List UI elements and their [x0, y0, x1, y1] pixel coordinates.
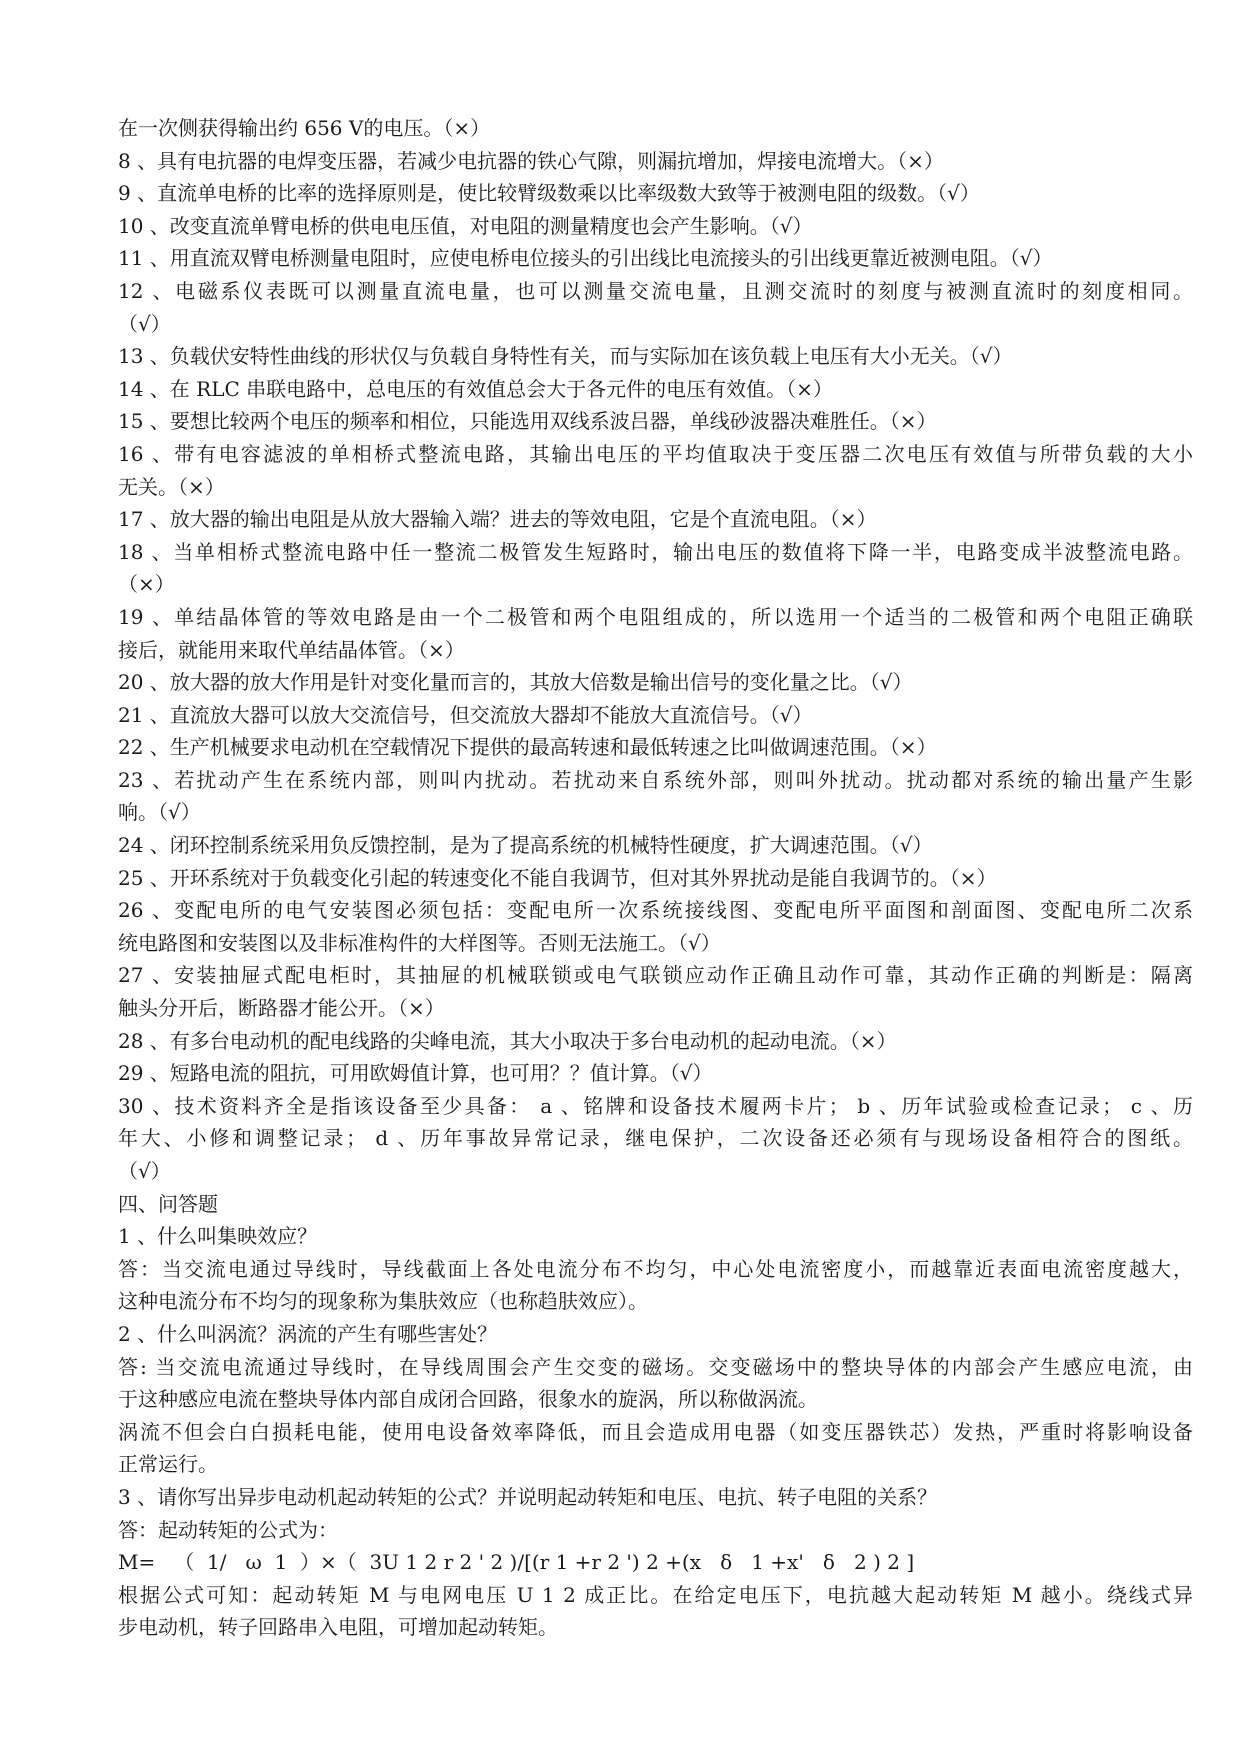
- text-line: 29 、短路电流的阻抗，可用欧姆值计算，也可用？？值计算。（√）: [118, 1061, 713, 1086]
- question-line: 1 、什么叫集映效应？: [118, 1224, 318, 1249]
- answer-line: 涡流不但会白白损耗电能，使用电设备效率降低，而且会造成用电器（如变压器铁芯）发热，严重时将影响设备: [118, 1419, 1193, 1444]
- answer-line: 正常运行。: [118, 1452, 218, 1477]
- text-line: 27 、安装抽屉式配电柜时，其抽屉的机械联锁或电气联锁应动作正确且动作可靠，其动作正确的判断是：隔离: [118, 963, 1193, 988]
- text-line: 9 、直流单电桥的比率的选择原则是，使比较臂级数乘以比率级数大致等于被测电阻的级数。（√）: [118, 181, 980, 206]
- answer-line: 这种电流分布不均匀的现象称为集肤效应（也称趋肤效应）。: [118, 1289, 648, 1314]
- text-line: 26 、变配电所的电气安装图必须包括：变配电所一次系统接线图、变配电所平面图和剖面图、变配电所二次系: [118, 898, 1193, 923]
- text-line: （×）: [118, 572, 175, 597]
- text-line: 触头分开后，断路器才能公开。（×）: [118, 996, 445, 1021]
- section-heading: 四、问答题: [118, 1191, 218, 1216]
- text-line: 10 、改变直流单臂电桥的供电电压值，对电阻的测量精度也会产生影响。（√）: [118, 213, 813, 238]
- question-line: 2 、什么叫涡流？涡流的产生有哪些害处？: [118, 1321, 498, 1346]
- text-line: 30 、技术资料齐全是指该设备至少具备： a 、铭牌和设备技术履两卡片； b 、历年试验或检查记录； c 、历: [118, 1093, 1193, 1118]
- question-line: 3 、请你写出异步电动机起动转矩的公式？并说明起动转矩和电压、电抗、转子电阻的关系？: [118, 1484, 938, 1509]
- answer-line: 答：当交流电通过导线时，导线截面上各处电流分布不均匀，中心处电流密度小，而越靠近表面电流密度越大，: [118, 1256, 1193, 1281]
- answer-line: 于这种感应电流在整块导体内部自成闭合回路，很象水的旋涡，所以称做涡流。: [118, 1387, 818, 1412]
- answer-line: 答: 当交流电流通过导线时，在导线周围会产生交变的磁场。交变磁场中的整块导体的内部会产生感应电流，由: [118, 1354, 1193, 1379]
- text-line: 15 、要想比较两个电压的频率和相位，只能选用双线系波吕器，单线砂波器决难胜任。（×）: [118, 409, 937, 434]
- text-line: 在一次侧获得输出约 656 V的电压。（×）: [118, 116, 491, 140]
- text-line: 16 、带有电容滤波的单相桥式整流电路，其输出电压的平均值取决于变压器二次电压有效值与所带负载的大小: [118, 441, 1193, 466]
- text-line: 14 、在 RLC 串联电路中，总电压的有效值总会大于各元件的电压有效值。（×）: [118, 376, 833, 401]
- text-line: （√）: [118, 1159, 171, 1183]
- answer-line: 根据公式可知：起动转矩 M 与电网电压 U 1 2 成正比。在给定电压下，电抗越大起动转矩 M 越小。绕线式异: [118, 1582, 1193, 1607]
- text-line: 24 、闭环控制系统采用负反馈控制，是为了提高系统的机械特性硬度，扩大调速范围。（√）: [118, 833, 933, 858]
- answer-line: 答：起动转矩的公式为：: [118, 1517, 338, 1542]
- answer-line: 步电动机，转子回路串入电阻，可增加起动转矩。: [118, 1615, 558, 1640]
- text-line: 18 、当单相桥式整流电路中任一整流二极管发生短路时，输出电压的数值将下降一半，电路变成半波整流电路。: [118, 539, 1193, 564]
- text-line: 接后，就能用来取代单结晶体管。（×）: [118, 637, 465, 662]
- text-line: 8 、具有电抗器的电焊变压器，若减少电抗器的铁心气隙，则漏抗增加，焊接电流增大。（×）: [118, 148, 944, 173]
- text-line: 20 、放大器的放大作用是针对变化量而言的，其放大倍数是输出信号的变化量之比。（√）: [118, 670, 913, 695]
- text-line: 23 、若扰动产生在系统内部，则叫内扰动。若扰动来自系统外部，则叫外扰动。扰动都对系统的输出量产生影: [118, 767, 1193, 792]
- text-line: 响。（√）: [118, 800, 201, 825]
- document-page: [118, 112, 1193, 1644]
- text-line: 28 、有多台电动机的配电线路的尖峰电流，其大小取决于多台电动机的起动电流。（×）: [118, 1028, 897, 1053]
- text-line: 17 、放大器的输出电阻是从放大器输入端？进去的等效电阻，它是个直流电阻。（×）: [118, 507, 877, 532]
- text-line: 12 、电磁系仪表既可以测量直流电量，也可以测量交流电量，且测交流时的刻度与被测直流时的刻度相同。: [118, 278, 1193, 303]
- text-line: 21 、直流放大器可以放大交流信号，但交流放大器却不能放大直流信号。（√）: [118, 702, 813, 727]
- text-line: 统电路图和安装图以及非标准构件的大样图等。否则无法施工。（√）: [118, 930, 721, 955]
- torque-formula: M= （ 1/ ω 1 ）×（ 3U 1 2 r 2 ' 2 )/[(r 1 +r 2 ') 2 +(x δ 1 +x' δ 2 ) 2 ]: [118, 1550, 915, 1575]
- text-line: 11 、用直流双臂电桥测量电阻时，应使电桥电位接头的引出线比电流接头的引出线更靠近被测电阻。（√）: [118, 246, 1053, 271]
- text-line: 25 、开环系统对于负载变化引起的转速变化不能自我调节，但对其外界扰动是能自我调节的。（×）: [118, 865, 997, 890]
- text-line: 无关。（×）: [118, 474, 225, 499]
- text-line: 19 、单结晶体管的等效电路是由一个二极管和两个电阻组成的，所以选用一个适当的二极管和两个电阻正确联: [118, 604, 1193, 629]
- text-line: （√）: [118, 311, 171, 336]
- text-line: 22 、生产机械要求电动机在空载情况下提供的最高转速和最低转速之比叫做调速范围。（×）: [118, 735, 937, 760]
- text-line: 13 、负载伏安特性曲线的形状仅与负载自身特性有关，而与实际加在该负载上电压有大小无关。（√）: [118, 344, 1013, 369]
- text-line: 年大、小修和调整记录； d 、历年事故异常记录，继电保护，二次设备还必须有与现场设备相符合的图纸。: [118, 1126, 1193, 1151]
